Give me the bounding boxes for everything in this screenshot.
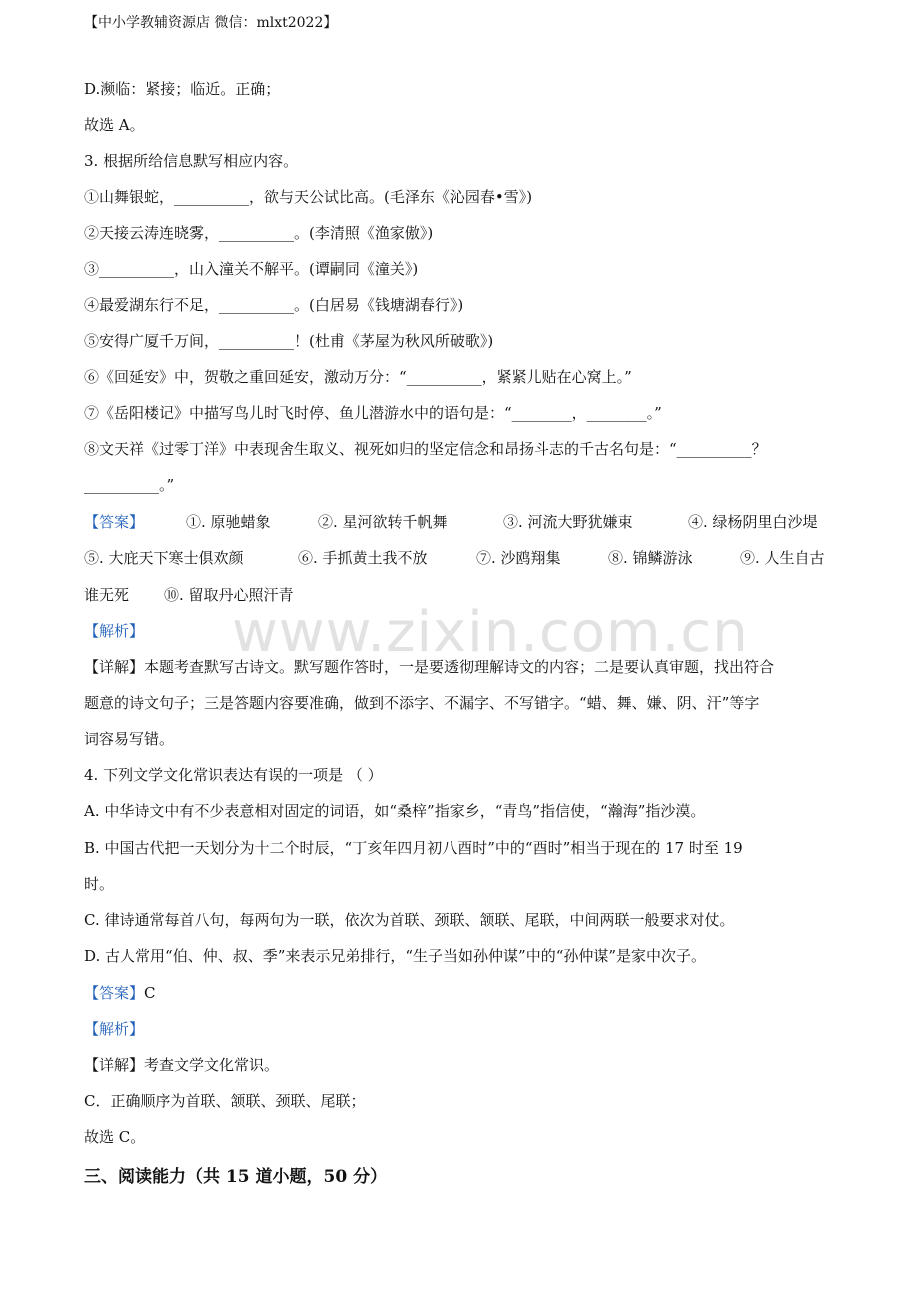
answer-number: ④ (688, 513, 704, 531)
answer-number: ⑦ (476, 549, 492, 567)
detail-text: 【详解】考查文学文化常识。 (84, 1056, 280, 1074)
answer-text: . 人生自古 (755, 549, 825, 567)
answer-item (84, 547, 244, 569)
answer-text: . 河流大野犹嫌束 (518, 513, 633, 531)
answer-number: ③ (503, 513, 519, 531)
question-3-item: ⑦《岳阳楼记》中描写鸟儿时飞时停、鱼儿潜游水中的语句是：“________，________。” (84, 404, 662, 422)
detail-text: 题意的诗文句子；三是答题内容要准确，做到不添字、不漏字、不写错字。“蜡、舞、嫌、阴、汗”等字 (84, 694, 760, 712)
answer-text: . 星河欲转千帆舞 (333, 513, 448, 531)
answer-label: 【答案】 (84, 513, 145, 531)
answer-text: . 大庇天下寒士俱欢颜 (99, 549, 244, 567)
answer-text: . 沙鸥翔集 (491, 549, 561, 567)
question-3-item: ①山舞银蛇，__________，欲与天公试比高。(毛泽东《沁园春•雪》) (84, 188, 533, 206)
answer-item (318, 511, 448, 533)
watermark: www.zixin.com.cn (232, 600, 749, 665)
question-3-item: ③__________，山入潼关不解平。(谭嗣同《潼关》) (84, 260, 419, 278)
answer-row (84, 982, 156, 1004)
answer-number: ⑤ (84, 549, 100, 567)
option-c: C. 律诗通常每首八句，每两句为一联，依次为首联、颈联、颔联、尾联，中间两联一般要求对仗。 (84, 911, 735, 929)
answer-item (688, 511, 818, 533)
answer-item (298, 547, 428, 569)
answer-label: 【答案】 (84, 984, 145, 1002)
answer-text: . 绿杨阴里白沙堤 (703, 513, 818, 531)
answer-number: ① (186, 513, 202, 531)
answer-value: C (144, 984, 156, 1002)
question-3-item: ⑤安得广厦千万间，__________！(杜甫《茅屋为秋风所破歌》) (84, 332, 494, 350)
question-4-stem: 4. 下列文学文化常识表达有误的一项是 （ ） (84, 766, 383, 784)
detail-text: 故选 C。 (84, 1128, 146, 1146)
option-d: D. 古人常用“伯、仲、叔、季”来表示兄弟排行，“生子当如孙仲谋”中的“孙仲谋”是家中次子。 (84, 947, 707, 965)
option-b: B. 中国古代把一天划分为十二个时辰，“丁亥年四月初八酉时”中的“酉时”相当于现在的 17 时至 19 (84, 839, 743, 857)
section-title: 三、阅读能力（共 15 道小题，50 分） (84, 1167, 388, 1187)
answer-number: ⑩ (164, 586, 180, 604)
answer-number: ⑧ (608, 549, 624, 567)
option-a: A. 中华诗文中有不少表意相对固定的词语，如“桑梓”指家乡，“青鸟”指信使，“瀚海”指沙漠。 (84, 802, 706, 820)
answer-text: . 锦鳞游泳 (623, 549, 693, 567)
answer-number: ⑥ (298, 549, 314, 567)
option-b-cont: 时。 (84, 875, 115, 893)
text-line: 故选 A。 (84, 116, 145, 134)
detail-text: 词容易写错。 (84, 730, 175, 748)
question-3-item: ⑧文天祥《过零丁洋》中表现舍生取义、视死如归的坚定信念和昂扬斗志的千古名句是：“__________？ (84, 440, 767, 458)
question-3-stem: 3. 根据所给信息默写相应内容。 (84, 152, 299, 170)
page-header: 【中小学教辅资源店 微信：mlxt2022】 (84, 15, 338, 31)
answer-text: . 原驰蜡象 (201, 513, 271, 531)
answer-item (164, 584, 294, 606)
detail-text: 【详解】本题考查默写古诗文。默写题作答时，一是要透彻理解诗文的内容；二是要认真审题，找出符合 (84, 658, 775, 676)
answer-text: . 留取丹心照汗青 (179, 586, 294, 604)
answer-item (186, 511, 271, 533)
question-3-item: ②天接云涛连晓雾，__________。(李清照《渔家傲》) (84, 224, 434, 242)
answer-number: ⑨ (740, 549, 756, 567)
question-3-item: __________。” (84, 476, 175, 494)
answer-text: . 手抓黄土我不放 (313, 549, 428, 567)
question-3-item: ⑥《回延安》中，贺敬之重回延安，激动万分：“__________，紧紧儿贴在心窝上。” (84, 368, 632, 386)
answer-number: ② (318, 513, 334, 531)
analysis-label: 【解析】 (84, 1020, 145, 1038)
answer-item (476, 547, 561, 569)
analysis-label: 【解析】 (84, 622, 145, 640)
detail-text: C．正确顺序为首联、颔联、颈联、尾联； (84, 1092, 366, 1110)
answer-item (503, 511, 633, 533)
answer-item (608, 547, 693, 569)
answer-continuation: 谁无死 (84, 586, 130, 604)
answer-item (740, 547, 825, 569)
text-line: D.濒临：紧接；临近。正确； (84, 80, 281, 98)
question-3-item: ④最爱湖东行不足，__________。(白居易《钱塘湖春行》) (84, 296, 464, 314)
